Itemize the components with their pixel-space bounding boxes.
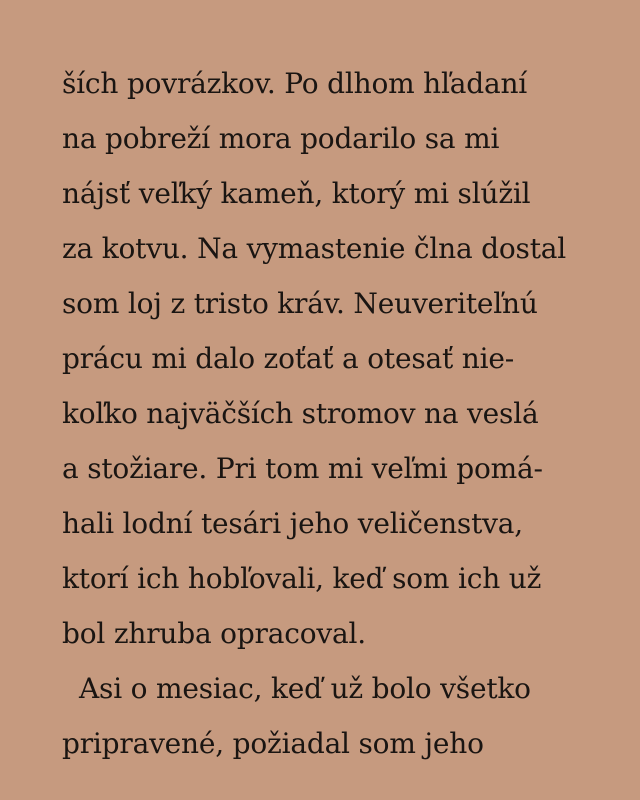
text-line: koľko najväčších stromov na veslá <box>62 397 539 430</box>
text-line: pripravené, požiadal som jeho <box>62 727 484 760</box>
page-text <box>62 56 622 771</box>
text-line: bol zhruba opracoval. <box>62 617 366 650</box>
text-line: prácu mi dalo zoťať a otesať nie- <box>62 342 514 375</box>
text-line: nájsť veľký kameň, ktorý mi slúžil <box>62 177 531 210</box>
text-line: a stožiare. Pri tom mi veľmi pomá- <box>62 452 543 485</box>
text-line: na pobreží mora podarilo sa mi <box>62 122 500 155</box>
paragraph-first-line: Asi o mesiac, keď už bolo všetko <box>79 672 531 705</box>
text-line: ších povrázkov. Po dlhom hľadaní <box>62 67 528 100</box>
text-line: za kotvu. Na vymastenie člna dostal <box>62 232 567 265</box>
text-line: som loj z tristo kráv. Neuveriteľnú <box>62 287 538 320</box>
text-line: ktorí ich hobľovali, keď som ich už <box>62 562 542 595</box>
text-line: hali lodní tesári jeho veličenstva, <box>62 507 523 540</box>
